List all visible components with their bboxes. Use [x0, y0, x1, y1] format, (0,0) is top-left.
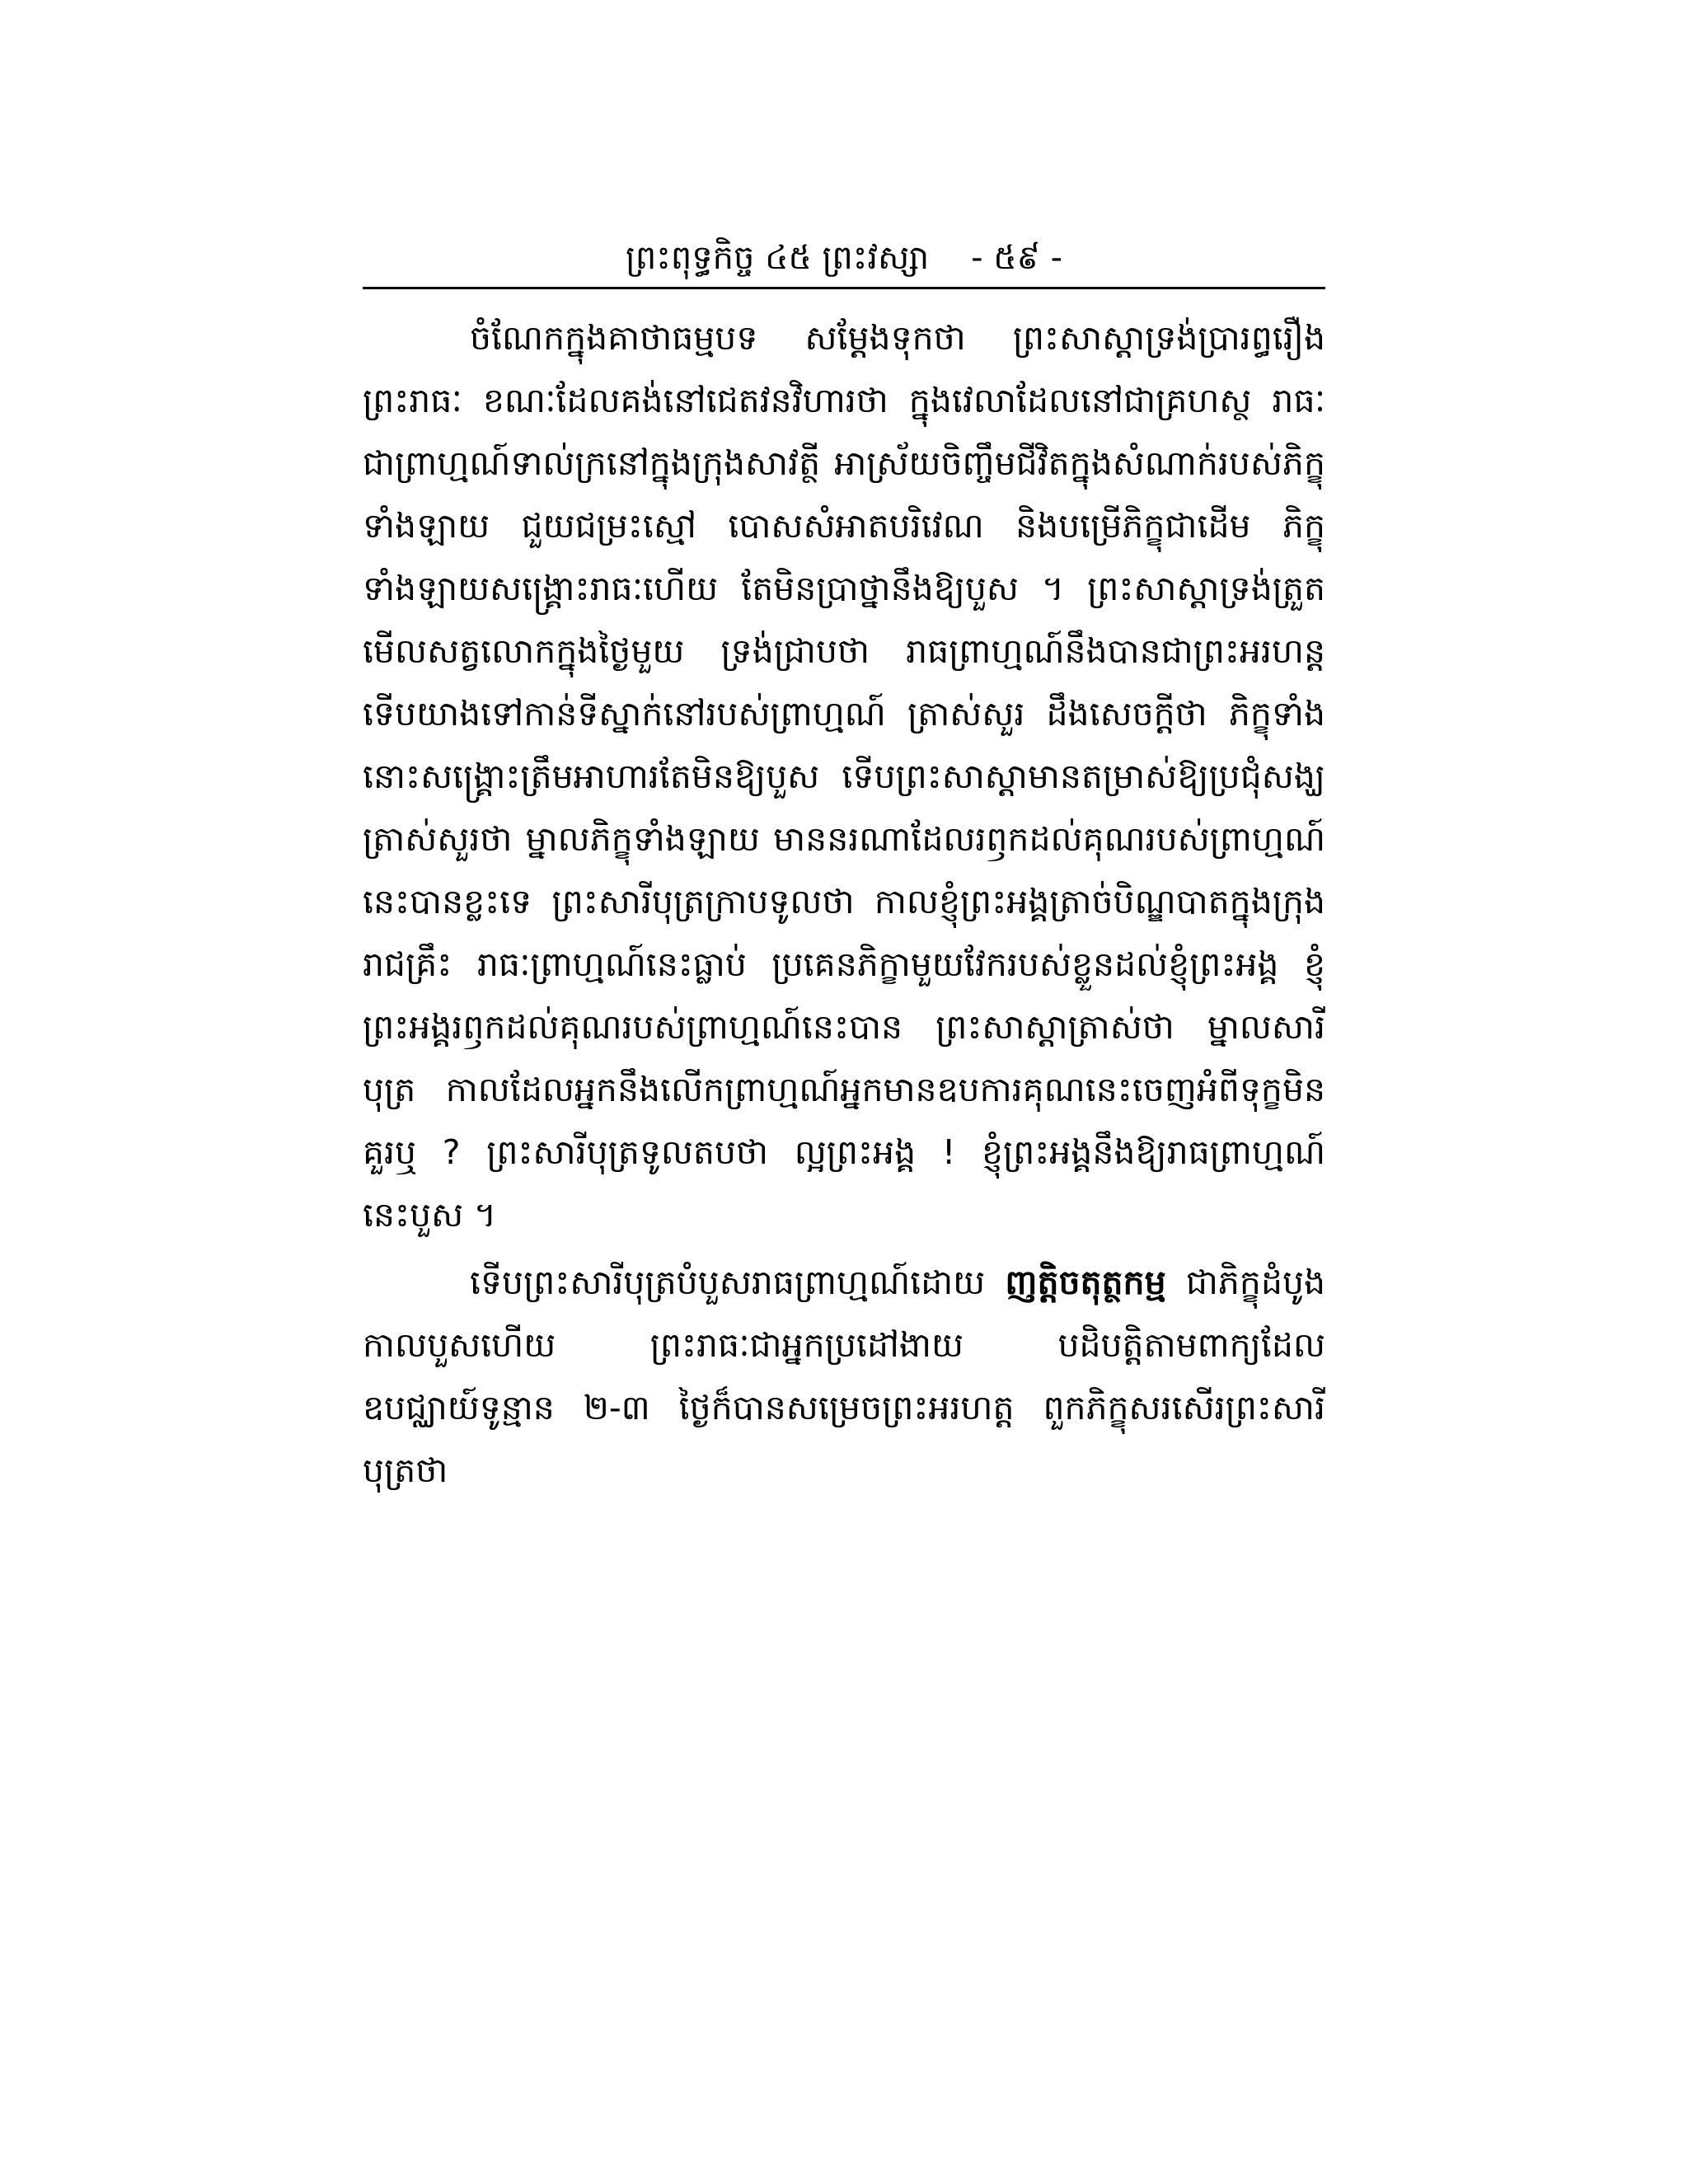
body-text	[363, 307, 1325, 1502]
bold-term: ញត្តិចតុត្ថកម្ម	[1005, 1263, 1166, 1302]
page-number: - ៥៩ -	[971, 239, 1062, 277]
page-header	[363, 229, 1325, 287]
header-title: ព្រះពុទ្ធកិច្ច ៤៥ ព្រះវស្សា	[625, 239, 930, 277]
header-divider	[363, 287, 1325, 289]
paragraph-2-lead: ទើបព្រះសារីបុត្របំបួសរាធព្រាហ្មណ៍ដោយ	[470, 1263, 1006, 1302]
paragraph-1: ចំណែកក្នុងគាថាធម្មបទ សម្ដែងទុកថា ព្រះសាស្ដាទ្រង់ប្រារព្ធរឿងព្រះរាធៈ ខណៈដែលគង់នៅជេតវនវិហារថា ក្នុងវេលាដែលនៅជាគ្រហស្ថ រាធៈជាព្រាហ្មណ៍ទាល់ក្រនៅក្នុងក្រុងសាវត្ថី អាស្រ័យចិញ្ចឹមជីវិតក្នុងសំណាក់របស់ភិក្ខុទាំងឡាយ ជួយជម្រះស្មៅ បោសសំអាតបរិវេណ និងបម្រើភិក្ខុជាដើម ភិក្ខុទាំងឡាយសង្គ្រោះរាធៈហើយ តែមិនប្រាថ្នានឹងឱ្យបួស ។ ព្រះសាស្ដាទ្រង់ត្រួតមើលសត្វលោកក្នុងថ្ងៃមួយ ទ្រង់ជ្រាបថា រាធព្រាហ្មណ៍នឹងបានជាព្រះអរហន្ត ទើបយាងទៅកាន់ទីស្នាក់នៅរបស់ព្រាហ្មណ៍ ត្រាស់សួរ ដឹងសេចក្ដីថា ភិក្ខុទាំងនោះសង្គ្រោះត្រឹមអាហារតែមិនឱ្យបួស ទើបព្រះសាស្ដាមានតម្រាស់ឱ្យប្រជុំសង្ឃ ត្រាស់សួរថា ម្នាលភិក្ខុទាំងឡាយ មាននរណាដែលរឭកដល់គុណរបស់ព្រាហ្មណ៍នេះបានខ្លះទេ ព្រះសារីបុត្រក្រាបទូលថា កាលខ្ញុំព្រះអង្គត្រាច់បិណ្ឌបាតក្នុងក្រុងរាជគ្រឹះ រាធៈព្រាហ្មណ៍នេះធ្លាប់ ប្រគេនភិក្ខាមួយវែករបស់ខ្លួនដល់ខ្ញុំព្រះអង្គ ខ្ញុំព្រះអង្គរឭកដល់គុណរបស់ព្រាហ្មណ៍នេះបាន ព្រះសាស្ដាត្រាស់ថា ម្នាលសារីបុត្រ កាលដែលអ្នកនឹងលើកព្រាហ្មណ៍អ្នកមានឧបការគុណនេះចេញអំពីទុក្ខមិនគួរឬ ? ព្រះសារីបុត្រទូលតបថា ល្អព្រះអង្គ ! ខ្ញុំព្រះអង្គនឹងឱ្យរាធព្រាហ្មណ៍នេះបួស ។	[363, 318, 1325, 1235]
paragraph-2-rest: ជាភិក្ខុដំបូង កាលបួសហើយ ព្រះរាធៈជាអ្នកប្រដៅងាយ បដិបត្តិតាមពាក្យដែលឧបជ្ឈាយ៍ទូន្មាន ២-៣ ថ្ងៃក៏បានសម្រេចព្រះអរហត្ត ពួកភិក្ខុសរសើរព្រះសារីបុត្រថា	[363, 1263, 1325, 1490]
paragraph-2	[363, 1251, 1325, 1502]
